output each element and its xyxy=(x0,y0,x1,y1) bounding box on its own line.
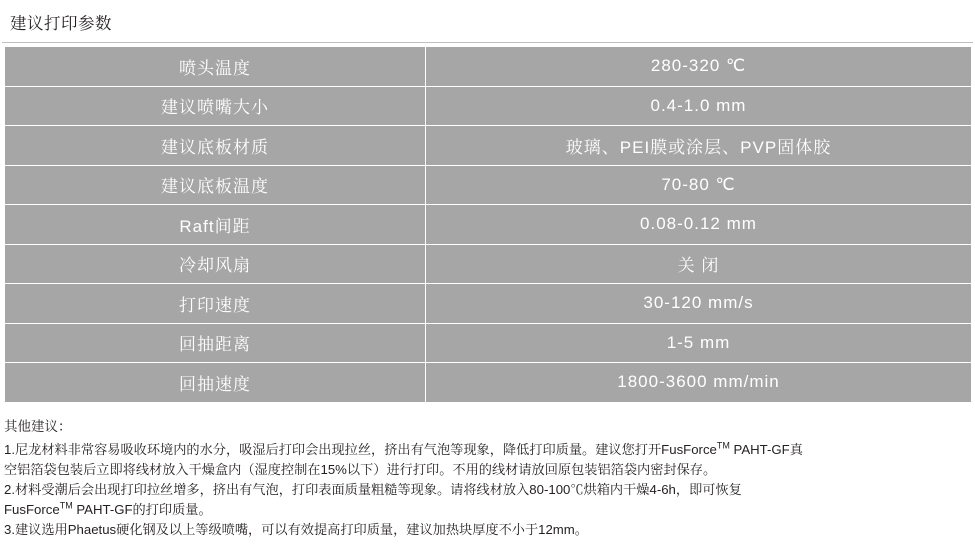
note-item-1-line-1 xyxy=(4,440,964,460)
note-text: PAHT-GF的打印质量。 xyxy=(72,501,212,517)
param-value-cell: 关 闭 xyxy=(426,244,972,284)
param-name-cell: 回抽速度 xyxy=(5,363,426,403)
param-name-cell: 喷头温度 xyxy=(5,47,426,87)
notes-heading: 其他建议： xyxy=(4,418,72,434)
note-text: 1.尼龙材料非常容易吸收环境内的水分，吸湿后打印会出现拉丝，挤出有气泡等现象，降低打印质量。建议您打开FusForce xyxy=(4,441,717,457)
param-name-cell: 回抽距离 xyxy=(5,323,426,363)
param-value-cell: 1-5 mm xyxy=(426,323,972,363)
param-value-cell: 玻璃、PEI膜或涂层、PVP固体胶 xyxy=(426,126,972,166)
page-title: 建议打印参数 xyxy=(10,15,112,33)
note-text: FusForce xyxy=(4,501,60,517)
table-row xyxy=(5,205,972,245)
table-row xyxy=(5,323,972,363)
note-text: PAHT-GF真 xyxy=(729,441,803,457)
note-item-2-line-2 xyxy=(4,500,964,520)
param-value-cell: 280-320 ℃ xyxy=(426,47,972,87)
note-item-1-line-2: 空铝箔袋包装后立即将线材放入干燥盒内（湿度控制在15%以下）进行打印。不用的线材请放回原包装铝箔袋内密封保存。 xyxy=(4,461,717,477)
table-row xyxy=(5,363,972,403)
param-name-cell: 打印速度 xyxy=(5,284,426,324)
table-row xyxy=(5,284,972,324)
table-row xyxy=(5,47,972,87)
param-name-cell: 建议底板材质 xyxy=(5,126,426,166)
param-name-cell: 建议底板温度 xyxy=(5,165,426,205)
param-name-cell: 冷却风扇 xyxy=(5,244,426,284)
param-value-cell: 30-120 mm/s xyxy=(426,284,972,324)
param-value-cell: 0.4-1.0 mm xyxy=(426,86,972,126)
param-name-cell: 建议喷嘴大小 xyxy=(5,86,426,126)
note-item-3-line-1: 3.建议选用Phaetus硬化钢及以上等级喷嘴，可以有效提高打印质量，建议加热块厚度不小于12mm。 xyxy=(4,521,588,537)
print-parameters-table xyxy=(4,46,972,403)
title-divider xyxy=(2,42,973,43)
trademark-mark: TM xyxy=(716,440,730,451)
other-recommendations xyxy=(4,415,964,540)
param-value-cell: 0.08-0.12 mm xyxy=(426,205,972,245)
table-row xyxy=(5,165,972,205)
table-row xyxy=(5,126,972,166)
param-value-cell: 1800-3600 mm/min xyxy=(426,363,972,403)
table-row xyxy=(5,244,972,284)
table-row xyxy=(5,86,972,126)
note-item-2-line-1: 2.材料受潮后会出现打印拉丝增多，挤出有气泡，打印表面质量粗糙等现象。请将线材放入80-100℃烘箱内干燥4-6h，即可恢复 xyxy=(4,481,742,497)
param-value-cell: 70-80 ℃ xyxy=(426,165,972,205)
param-name-cell: Raft间距 xyxy=(5,205,426,245)
trademark-mark: TM xyxy=(59,500,73,511)
